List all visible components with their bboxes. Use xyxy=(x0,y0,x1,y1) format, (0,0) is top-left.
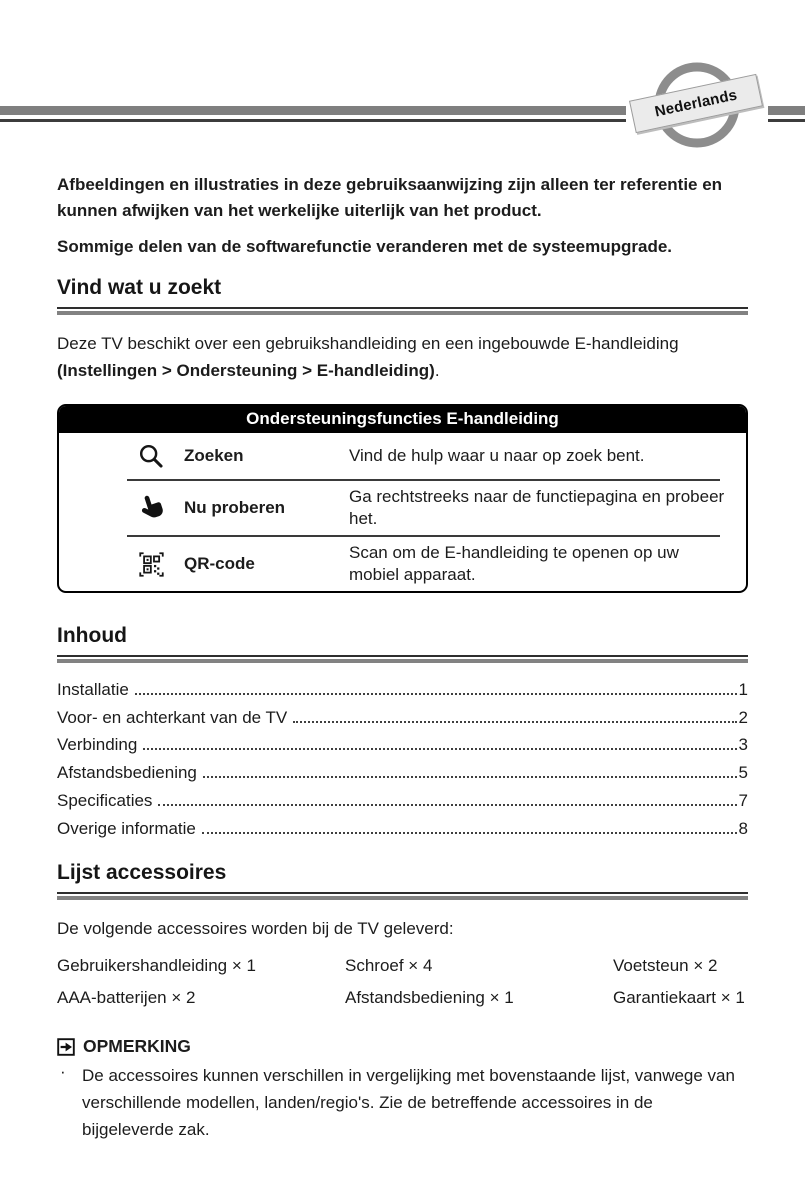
table-row xyxy=(59,433,746,479)
section-title-find: Vind wat u zoekt xyxy=(57,276,222,299)
section-title-accessories: Lijst accessoires xyxy=(57,861,227,885)
toc-entry-page: 1 xyxy=(738,680,748,699)
find-section-body xyxy=(57,330,748,384)
accessory-item: Garantiekaart × 1 xyxy=(613,988,745,1008)
toc-entry-label: Voor- en achterkant van de TV xyxy=(57,707,288,727)
table-of-contents xyxy=(57,676,748,842)
language-badge xyxy=(626,56,768,154)
qr-code-icon xyxy=(131,551,171,578)
toc-dot-leader xyxy=(158,804,736,806)
accessory-item: Voetsteun × 2 xyxy=(613,956,718,976)
table-row-description: Ga rechtstreeks naar de functiepagina en probeer het. xyxy=(349,487,725,528)
section-title-contents: Inhoud xyxy=(57,624,127,647)
hand-pointer-icon xyxy=(131,492,171,524)
toc-entry xyxy=(57,815,748,843)
toc-dot-leader xyxy=(135,693,737,695)
search-icon xyxy=(131,442,171,470)
accessory-item: Schroef × 4 xyxy=(345,956,433,976)
toc-dot-leader xyxy=(203,776,737,778)
accessory-item: AAA-batterijen × 2 xyxy=(57,988,196,1008)
table-row-label: QR-code xyxy=(184,554,255,573)
heading-rule-thick xyxy=(57,896,748,900)
toc-entry-page: 5 xyxy=(738,763,748,783)
note-body xyxy=(57,1062,748,1143)
note-title: OPMERKING xyxy=(83,1036,191,1057)
support-table xyxy=(57,404,748,593)
note-arrow-icon xyxy=(57,1038,75,1056)
note-header xyxy=(57,1036,748,1057)
intro-paragraph-1: Afbeeldingen en illustraties in deze gebruiksaanwijzing zijn alleen ter referentie en kunnen afwijken van het werkelijke uiterlijk van het product. xyxy=(57,175,723,220)
accessories-grid xyxy=(57,951,748,1012)
page-content xyxy=(57,172,748,1143)
toc-entry-label: Verbinding xyxy=(57,735,138,755)
accessory-item: Afstandsbediening × 1 xyxy=(345,988,514,1008)
heading-rule-thin xyxy=(57,892,748,894)
heading-rule-thin xyxy=(57,307,748,309)
toc-entry-page: 8 xyxy=(738,818,748,838)
accessory-item: Gebruikershandleiding × 1 xyxy=(57,956,256,976)
table-row-label: Nu proberen xyxy=(184,498,286,517)
note-text: De accessoires kunnen verschillen in vergelijking met bovenstaande lijst, vanwege van verschillende modellen, landen/regio's. Zie de betreffende accessoires in de bijgeleverde zak. xyxy=(82,1066,735,1140)
table-row xyxy=(59,481,746,535)
toc-entry xyxy=(57,787,748,815)
note-bullet: · xyxy=(60,1062,66,1082)
toc-dot-leader xyxy=(143,748,736,750)
toc-dot-leader xyxy=(293,721,736,723)
table-row xyxy=(59,537,746,591)
find-body-suffix: . xyxy=(434,361,440,380)
accessories-intro: De volgende accessoires worden bij de TV geleverd: xyxy=(57,919,454,939)
intro-block xyxy=(57,172,748,260)
toc-entry-page: 7 xyxy=(738,790,748,810)
toc-entry-page: 2 xyxy=(738,707,748,727)
find-body-path: (Instellingen > Ondersteuning > E-handleiding) xyxy=(57,361,435,380)
toc-entry xyxy=(57,704,748,732)
support-table-header: Ondersteuningsfuncties E-handleiding xyxy=(59,406,746,433)
intro-paragraph-2: Sommige delen van de softwarefunctie veranderen met de systeemupgrade. xyxy=(57,237,673,256)
toc-entry-label: Installatie xyxy=(57,680,129,699)
toc-entry-label: Specificaties xyxy=(57,790,153,810)
table-row-description: Vind de hulp waar u naar op zoek bent. xyxy=(349,446,645,465)
heading-rule-thin xyxy=(57,655,748,657)
toc-dot-leader xyxy=(202,832,737,834)
toc-entry xyxy=(57,676,748,704)
toc-entry xyxy=(57,759,748,787)
table-row-label: Zoeken xyxy=(184,446,244,465)
table-row-description: Scan om de E-handleiding te openen op uw mobiel apparaat. xyxy=(349,543,679,584)
toc-entry-label: Afstandsbediening xyxy=(57,763,197,783)
note-block xyxy=(57,1036,748,1143)
toc-entry xyxy=(57,731,748,759)
toc-entry-page: 3 xyxy=(738,735,748,755)
heading-rule-thick xyxy=(57,311,748,315)
toc-entry-label: Overige informatie xyxy=(57,818,196,838)
language-label: Nederlands xyxy=(653,86,739,121)
heading-rule-thick xyxy=(57,659,748,663)
find-body-prefix: Deze TV beschikt over een gebruikshandleiding en een ingebouwde E-handleiding xyxy=(57,334,679,353)
